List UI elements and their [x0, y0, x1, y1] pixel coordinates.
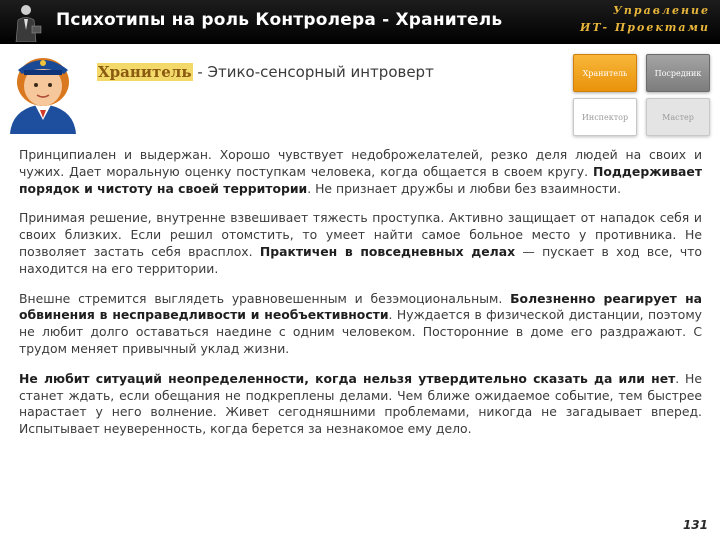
- psychotype-description: - Этико-сенсорный интроверт: [192, 63, 434, 81]
- page-number: 131: [682, 518, 708, 532]
- paragraph-3-bold: Болезненно реагирует на обвинения в несправедливости и необъективности: [19, 290, 702, 323]
- paragraph-1-text-c: . Не признает дружбы и любви без взаимности.: [307, 180, 622, 196]
- paragraph-4-text-b: . Не станет ждать, если обещания не подкреплены делами. Чем ближе ожидаемое событие, тем быстрее нарастает у него волнение. Живет сегодняшними проблемами, никогда не загадывает вперед. Испытывает неуверенность, когда берется за незнакомое ему дело.: [19, 370, 702, 437]
- paragraph-2: [19, 210, 702, 277]
- type-button-mediator[interactable]: Посредник: [646, 54, 710, 92]
- paragraph-1-text-a: Принципиален и выдержан. Хорошо чувствует недоброжелателей, резко деля людей на своих и чужих. Дает моральную оценку поступкам человека, когда общается в своем кругу.: [19, 147, 702, 179]
- brand-logo-text: [580, 2, 710, 36]
- header-bar: [0, 0, 720, 44]
- psychotype-subtitle: [97, 63, 434, 81]
- paragraph-3-text-a: Внешне стремится выглядеть уравновешенным и безэмоциональным.: [19, 290, 511, 306]
- paragraph-3-text-c: . Нуждается в физической дистанции, поэтому не любит долго оставаться наедине с одним человеком. Посторонние в доме его раздражают. С трудом меняет привычный уклад жизни.: [19, 307, 702, 356]
- paragraph-1-bold: Поддерживает порядок и чистоту на своей территории: [19, 163, 702, 196]
- type-button-keeper[interactable]: Хранитель: [573, 54, 637, 92]
- brand-line-1: Управление: [612, 4, 710, 17]
- type-button-master[interactable]: Мастер: [646, 98, 710, 136]
- brand-line-2: ИТ- Проектами: [579, 21, 710, 34]
- stewardess-avatar-icon: [4, 48, 82, 134]
- paragraph-4-bold: Не любит ситуаций неопределенности, когда нельзя утвердительно сказать да или нет: [19, 370, 676, 386]
- paragraph-2-bold: Практичен в повседневных делах: [259, 243, 516, 259]
- page-title: Психотипы на роль Контролера - Хранитель: [56, 10, 503, 30]
- paragraph-4: [19, 371, 702, 438]
- description-text: [19, 147, 702, 451]
- paragraph-1: [19, 147, 702, 197]
- businessman-logo-icon: [4, 2, 48, 42]
- paragraph-2-text-c: — пускает в ход все, что находится на его территории.: [19, 243, 702, 276]
- paragraph-3: [19, 291, 702, 358]
- type-button-inspector[interactable]: Инспектор: [573, 98, 637, 136]
- psychotype-name: Хранитель: [98, 63, 192, 81]
- paragraph-2-text-a: Принимая решение, внутренне взвешивает тяжесть проступка. Активно защищает от нападок себя и своих близких. Если решил отомстить, то умеет найти самое больное место у противника. Не позволяет застать себя врасплох.: [19, 210, 702, 259]
